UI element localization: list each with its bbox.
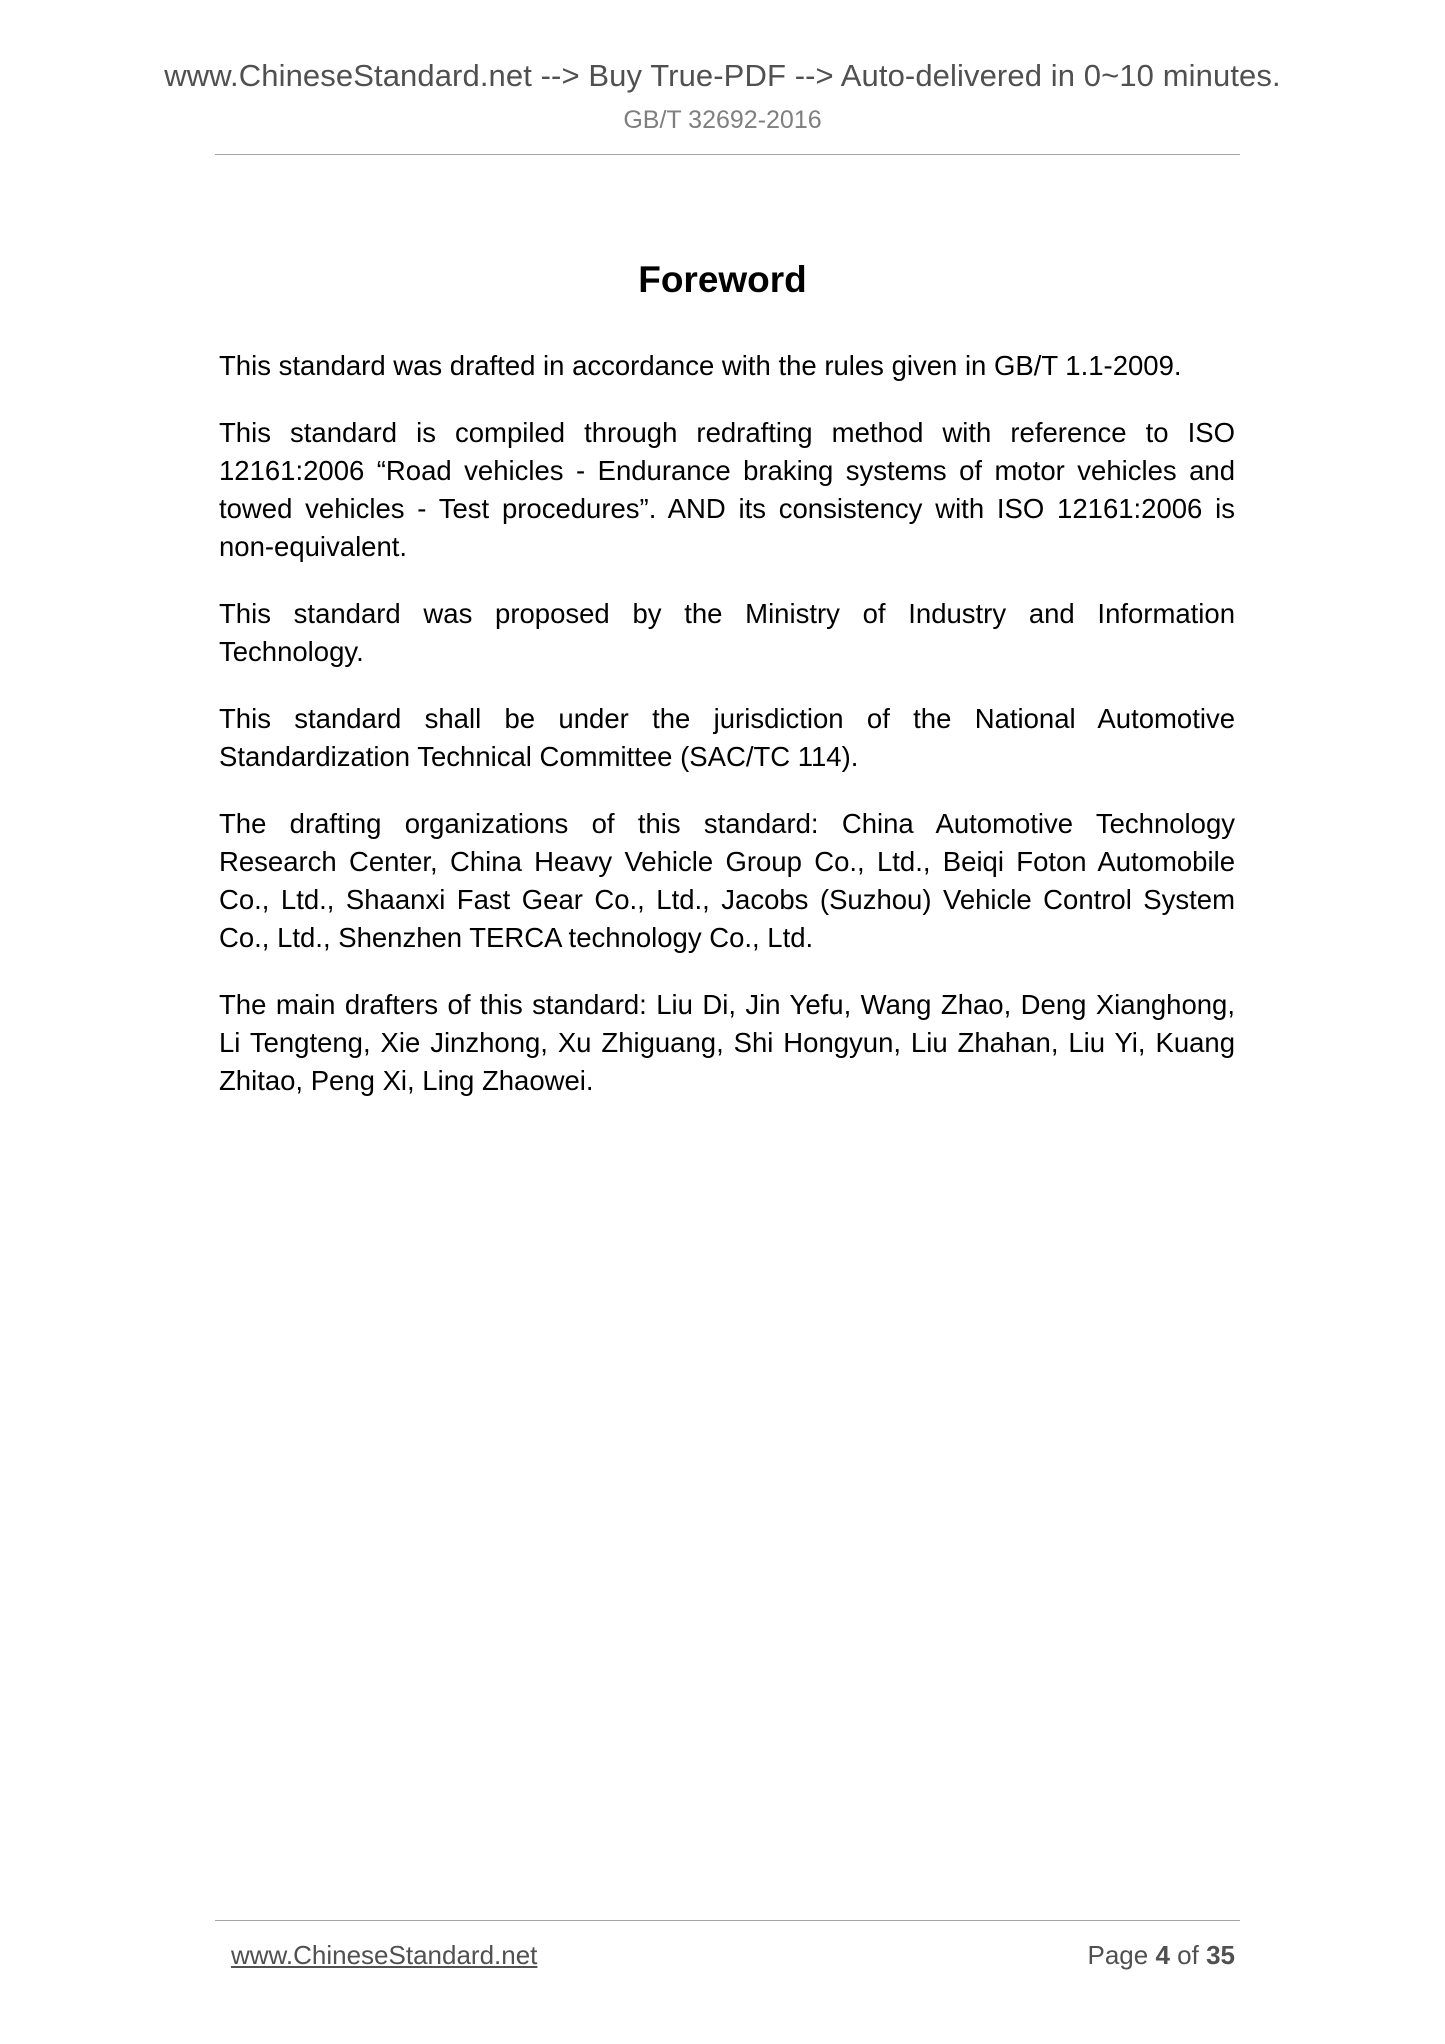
standard-code: GB/T 32692-2016 <box>623 106 822 134</box>
page-number: 4 <box>1155 1940 1170 1970</box>
footer-site-link[interactable]: www.ChineseStandard.net <box>231 1940 538 1970</box>
paragraph-jurisdiction: This standard shall be under the jurisdiction of the National Automotive Standardization Technical Committee (SAC/TC 114). <box>219 703 1235 772</box>
paragraph-proposed-by: This standard was proposed by the Ministry of Industry and Information Technology. <box>219 598 1235 667</box>
paragraph-drafting-organizations: The drafting organizations of this standard: China Automotive Technology Research Center, China Heavy Vehicle Group Co., Ltd., Beiqi Foton Automobile Co., Ltd., Shaanxi Fast Gear Co., Ltd., Jacobs (Suzhou) Vehicle Control System Co., Ltd., Shenzhen TERCA technology Co., Ltd. <box>219 808 1235 953</box>
paragraph-drafting-rules: This standard was drafted in accordance with the rules given in GB/T 1.1-2009. <box>219 350 1182 381</box>
footer-divider <box>215 1920 1240 1921</box>
page-title: Foreword <box>638 259 807 300</box>
paragraph-redrafting-method: This standard is compiled through redrafting method with reference to ISO 12161:2006 “Road vehicles - Endurance braking systems of motor vehicles and towed vehicles - Test procedures”. AND its consistency with ISO 12161:2006 is non-equivalent. <box>219 417 1235 562</box>
paragraph-main-drafters: The main drafters of this standard: Liu Di, Jin Yefu, Wang Zhao, Deng Xianghong, Li Tengteng, Xie Jinzhong, Xu Zhiguang, Shi Hongyun, Liu Zhahan, Liu Yi, Kuang Zhitao, Peng Xi, Ling Zhaowei. <box>219 989 1235 1096</box>
header-divider <box>215 154 1240 155</box>
of-label: of <box>1177 1940 1199 1970</box>
page-label: Page <box>1087 1940 1149 1970</box>
foreword-body <box>219 347 1235 1129</box>
header-banner: www.ChineseStandard.net --> Buy True-PDF --> Auto-delivered in 0~10 minutes. <box>164 58 1281 93</box>
page-indicator <box>1087 1939 1235 1971</box>
total-pages: 35 <box>1206 1940 1235 1970</box>
